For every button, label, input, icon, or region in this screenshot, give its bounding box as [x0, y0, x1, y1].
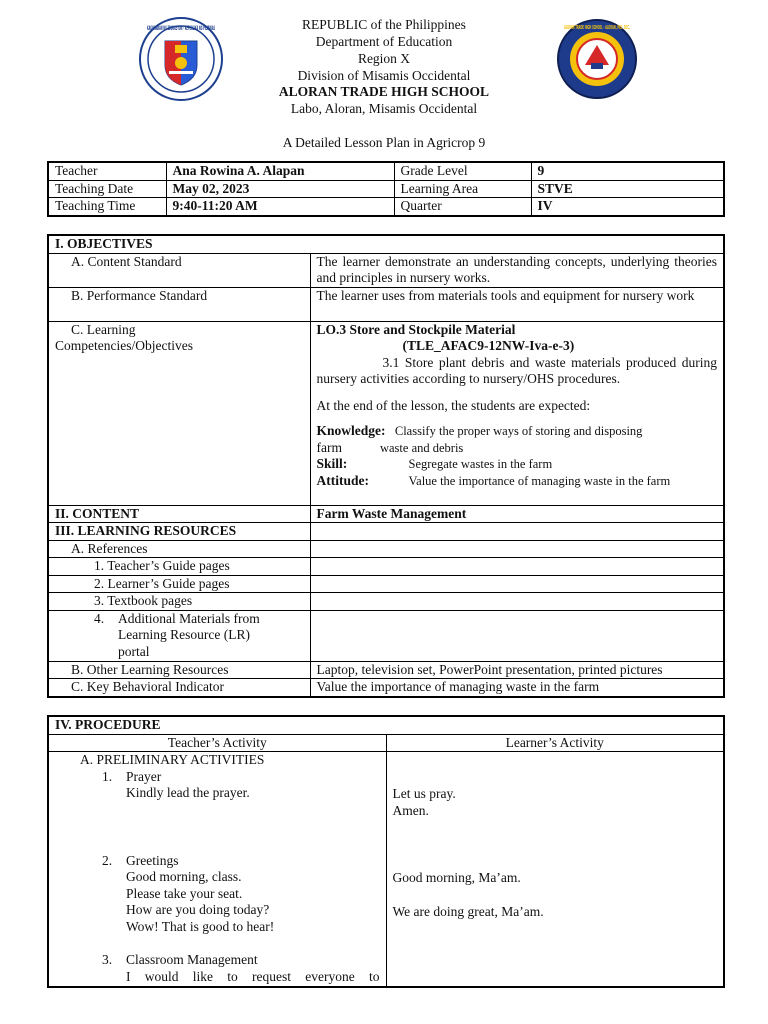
procedure-heading: IV. PROCEDURE: [48, 716, 724, 734]
classroom-management-item: [55, 952, 380, 969]
resources-heading-value: [310, 523, 724, 541]
reference-item-value: [310, 593, 724, 611]
classroom-management-title: Classroom Management: [126, 952, 258, 967]
references-value: [310, 540, 724, 558]
objectives-table: [47, 234, 725, 698]
knowledge-text-2b: waste and debris: [379, 440, 464, 455]
greet-teacher-line2: Please take your seat.: [126, 885, 243, 901]
area-label: Learning Area: [394, 180, 531, 198]
skill-line: [317, 456, 718, 473]
expectation-text: At the end of the lesson, the students are expected:: [316, 397, 591, 413]
learner-activity-header: Learner’s Activity: [386, 734, 724, 752]
date-value: May 02, 2023: [166, 180, 394, 198]
reference-item-value: [310, 575, 724, 593]
performance-standard-label: B. Performance Standard: [48, 287, 310, 321]
prayer-num: 1.: [102, 768, 113, 784]
area-value: STVE: [531, 180, 724, 198]
grade-value: 9: [531, 162, 724, 180]
reference-item-4-num: 4.: [94, 610, 105, 626]
header-division: Division of Misamis Occidental: [297, 68, 471, 83]
reference-item-4-line1: Additional Materials from: [118, 610, 260, 626]
greetings-num: 2.: [102, 852, 113, 868]
knowledge-text: Classify the proper ways of storing and disposing: [394, 424, 643, 438]
header-republic: REPUBLIC of the Philippines: [302, 17, 466, 32]
greet-learner-line1: Good morning, Ma’am.: [392, 870, 521, 885]
greetings-title: Greetings: [126, 852, 179, 868]
prayer-title: Prayer: [126, 768, 162, 784]
quarter-value: IV: [531, 198, 724, 216]
greet-learner-line2: We are doing great, Ma’am.: [392, 903, 544, 919]
school-address: Labo, Aloran, Misamis Occidental: [290, 101, 478, 116]
date-label: Teaching Date: [48, 180, 166, 198]
behavioral-indicator-value: Value the importance of managing waste in the farm: [310, 679, 724, 697]
other-resources-value: Laptop, television set, PowerPoint presentation, printed pictures: [310, 661, 724, 679]
competencies-label: [48, 321, 310, 505]
teacher-label: Teacher: [48, 162, 166, 180]
attitude-label: Attitude:: [316, 472, 369, 488]
reference-item-4-line3: portal: [118, 643, 150, 659]
skill-text: Segregate wastes in the farm: [408, 457, 553, 471]
competencies-label-line2: Competencies/Objectives: [55, 338, 193, 353]
school-name: ALORAN TRADE HIGH SCHOOL: [278, 84, 490, 99]
knowledge-text-2a: farm: [316, 439, 342, 455]
classroom-management-line1: I would like to request everyone to: [126, 968, 380, 984]
other-resources-label: B. Other Learning Resources: [48, 661, 310, 679]
greet-teacher-line1: Good morning, class.: [126, 869, 242, 884]
header-department: Department of Education: [315, 34, 453, 49]
attitude-text: Value the importance of managing waste in the farm: [408, 473, 671, 488]
school-seal-text: ALORAN TRADE HIGH SCHOOL · ALORAN, MIS. OCC.: [564, 25, 630, 31]
performance-standard-value: The learner uses from materials tools and equipment for nursery work: [310, 287, 724, 321]
content-value: Farm Waste Management: [310, 505, 724, 523]
greet-teacher-line3: How are you doing today?: [126, 902, 270, 917]
competencies-value: [310, 321, 724, 505]
knowledge-line2: [317, 440, 718, 457]
teacher-activity-cell: [48, 752, 386, 987]
learner-activity-cell: [386, 752, 724, 987]
knowledge-line1: [317, 423, 718, 440]
prayer-learner-line2: Amen.: [392, 802, 429, 818]
objectives-heading: I. OBJECTIVES: [48, 235, 724, 253]
reference-item-value: [310, 610, 724, 661]
deped-seal-text: KAGAWARAN NG EDUKASYON · REPUBLIKA NG PILIPINAS: [147, 25, 215, 32]
prayer-teacher-line: Kindly lead the prayer.: [126, 785, 250, 800]
teacher-name: Ana Rowina A. Alapan: [166, 162, 394, 180]
reference-item-4: [48, 610, 310, 661]
preliminary-activities: A. PRELIMINARY ACTIVITIES: [80, 752, 265, 767]
lesson-plan-title: A Detailed Lesson Plan in Agricrop 9: [282, 135, 486, 150]
reference-item: 2. Learner’s Guide pages: [48, 575, 310, 593]
grade-label: Grade Level: [394, 162, 531, 180]
greet-teacher-line4: Wow! That is good to hear!: [126, 918, 275, 934]
attitude-line: [317, 473, 718, 490]
references-label: A. References: [48, 540, 310, 558]
content-standard-label: A. Content Standard: [48, 253, 310, 287]
competencies-label-line1: C. Learning: [71, 321, 136, 337]
prayer-learner-line1: Let us pray.: [392, 786, 456, 801]
resources-heading: III. LEARNING RESOURCES: [48, 523, 310, 541]
teacher-activity-header: Teacher’s Activity: [48, 734, 386, 752]
lo-title: LO.3 Store and Stockpile Material: [316, 321, 516, 337]
quarter-label: Quarter: [394, 198, 531, 216]
procedure-table: [47, 715, 725, 988]
reference-item-4-line2: Learning Resource (LR): [118, 627, 250, 642]
reference-item-value: [310, 558, 724, 576]
time-value: 9:40-11:20 AM: [166, 198, 394, 216]
reference-item: 3. Textbook pages: [48, 593, 310, 611]
behavioral-indicator-label: C. Key Behavioral Indicator: [48, 679, 310, 697]
reference-item: 1. Teacher’s Guide pages: [48, 558, 310, 576]
skill-label: Skill:: [316, 456, 348, 471]
lo-description: 3.1 Store plant debris and waste materials produced during nursery activities according to nursery/OHS procedures.: [316, 354, 718, 386]
classroom-management-num: 3.: [102, 952, 113, 967]
header-region: Region X: [357, 51, 411, 66]
teacher-info-table: [47, 161, 725, 217]
time-label: Teaching Time: [48, 198, 166, 216]
greetings-item: [55, 853, 380, 870]
content-standard-value: The learner demonstrate an understanding concepts, underlying theories and principles in nursery works.: [310, 253, 724, 287]
lo-code: (TLE_AFAC9-12NW-Iva-e-3): [402, 338, 575, 353]
prayer-item: [55, 769, 380, 786]
knowledge-label: Knowledge:: [316, 423, 386, 438]
content-heading: II. CONTENT: [48, 505, 310, 523]
